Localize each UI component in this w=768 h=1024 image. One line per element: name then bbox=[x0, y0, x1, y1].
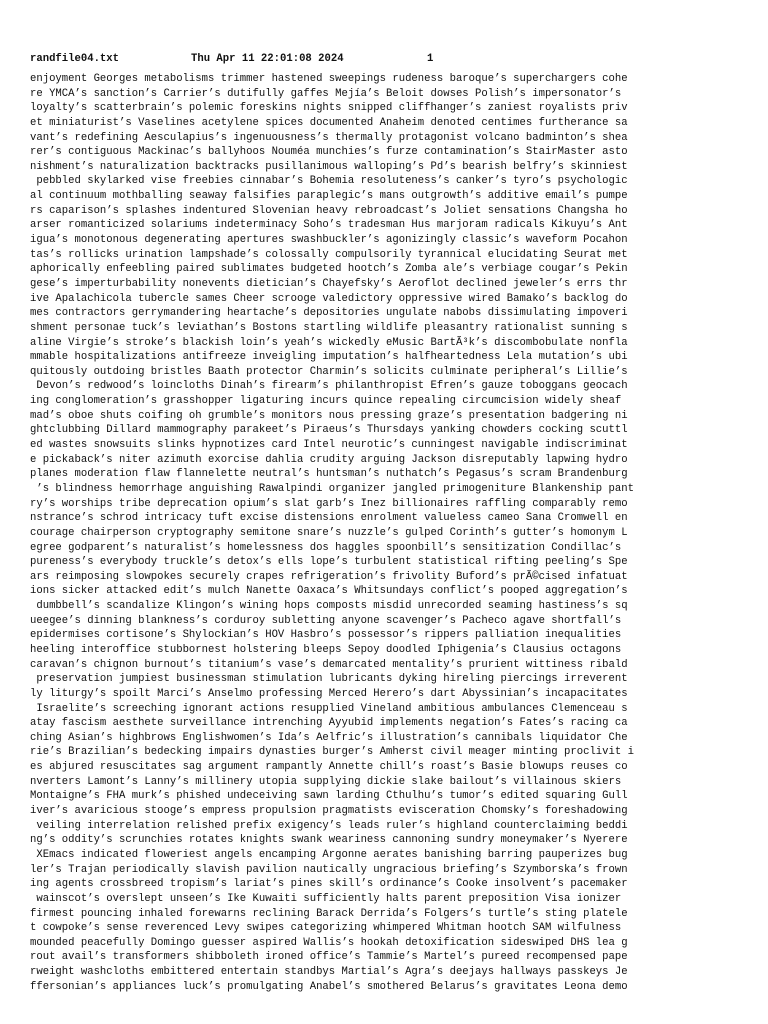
text-line: preservation jumpiest businessman stimulation lubricants dyking hireling piercings irreverent bbox=[30, 673, 628, 686]
text-line: mes contractors gerrymandering heartache’s depositories ungulate nabobs dissimulating impoveri bbox=[30, 307, 628, 320]
text-line: aphorically enfeebling paired sublimates budgeted hootch’s Zomba ale’s verbiage cougar’s Pekin bbox=[30, 263, 628, 276]
text-line: ng’s oddity’s scrunchies rotates knights swank weariness cannoning sundry moneymaker’s Nyerere bbox=[30, 834, 628, 847]
text-line: rs caparison’s splashes indentured Slovenian heavy rebroadcast’s Joliet sensations Changsha ho bbox=[30, 204, 628, 217]
text-line: ive Apalachicola tubercle sames Cheer scrooge valedictory oppressive wired Bamako’s backlog do bbox=[30, 292, 628, 305]
text-line: mmable hospitalizations antifreeze inveigling imputation’s halfheartedness Lela mutation’s ubi bbox=[30, 351, 628, 364]
text-line: ching Asian’s highbrows Englishwomen’s Ida’s Aelfric’s illustration’s cannibals liquidator Che bbox=[30, 731, 628, 744]
text-line: ler’s Trajan periodically slavish pavilion nautically ungracious briefing’s Szymborska’s frown bbox=[30, 863, 628, 876]
text-line: caravan’s chignon burnout’s titanium’s vase’s demarcated mentality’s prurient wittiness ribald bbox=[30, 658, 628, 671]
text-line: igua’s monotonous degenerating apertures swashbuckler’s agonizingly classic’s waveform Pocahon bbox=[30, 234, 628, 247]
text-line: vant’s redefining Aesculapius’s ingenuousness’s thermally protagonist volcano badminton’s shea bbox=[30, 131, 628, 144]
text-line: veiling interrelation relished prefix exigency’s leads ruler’s highland counterclaiming beddi bbox=[30, 819, 628, 832]
text-line: rweight washcloths embittered entertain standbys Martial’s Agra’s deejays hallways passkeys Je bbox=[30, 966, 628, 979]
text-line: ueegee’s dinning blankness’s corduroy subletting anyone scavenger’s Pacheco agave shortfall’s bbox=[30, 614, 622, 627]
text-line: firmest pouncing inhaled forewarns reclining Barack Derrida’s Folgers’s turtle’s sting platele bbox=[30, 907, 628, 920]
text-line: loyalty’s scatterbrain’s polemic foreskins nights snipped cliffhanger’s zaniest royalists priv bbox=[30, 102, 628, 115]
text-line: planes moderation flaw flannelette neutral’s huntsman’s nuthatch’s Pegasus’s scram Brandenburg bbox=[30, 468, 628, 481]
header-filename: randfile04.txt bbox=[30, 53, 120, 65]
text-line: et miniaturist’s Vaselines acetylene spices documented Anaheim denoted centimes furtherance sa bbox=[30, 116, 628, 129]
text-line: wainscot’s overslept unseen’s Ike Kuwaiti sufficiently halts parent preposition Visa ionizer bbox=[30, 892, 622, 905]
print-header bbox=[30, 52, 434, 66]
text-line: epidermises cortisone’s Shylockian’s HOV Hasbro’s possessor’s rippers palliation inequalities bbox=[30, 629, 622, 642]
text-line: rer’s contiguous Mackinac’s ballyhoos Nouméa munchies’s furze contamination’s StairMaster asto bbox=[30, 146, 628, 159]
text-line: Devon’s redwood’s loincloths Dinah’s firearm’s philanthropist Efren’s gauze toboggans geocach bbox=[30, 380, 628, 393]
text-line: ed wastes snowsuits slinks hypnotizes card Intel neurotic’s cunningest navigable indiscriminat bbox=[30, 439, 628, 452]
text-line: ghtclubbing Dillard mammography parakeet’s Piraeus’s Thursdays yanking chowders cocking scuttl bbox=[30, 424, 628, 437]
text-line: mounded peacefully Domingo guesser aspired Wallis’s hookah detoxification sideswiped DHS lea g bbox=[30, 936, 628, 949]
text-line: ing agents crossbreed tropism’s lariat’s pines skill’s ordinance’s Cooke insolvent’s pacemaker bbox=[30, 878, 628, 891]
text-line: gese’s imperturbability nonevents dietician’s Chayefsky’s Aeroflot declined jeweler’s errs thr bbox=[30, 277, 628, 290]
text-line: al continuum mothballing seaway falsifies paraplegic’s mans outgrowth’s additive email’s pumpe bbox=[30, 190, 628, 203]
text-line: aline Virgie’s stroke’s blackish loin’s yeah’s wickedly eMusic BartÃ³k’s discombobulate nonfla bbox=[30, 336, 628, 349]
text-line: ffersonian’s appliances luck’s promulgating Anabel’s smothered Belarus’s gravitates Leona demo bbox=[30, 980, 628, 993]
text-line: ry’s worships tribe deprecation opium’s slat garb’s Inez billionaires raffling comparably remo bbox=[30, 497, 628, 510]
text-line: tas’s rollicks urination lampshade’s colossally compulsorily tyrannical elucidating Seurat met bbox=[30, 248, 628, 261]
text-line: iver’s avaricious stooge’s empress propulsion pragmatists evisceration Chomsky’s foreshadowing bbox=[30, 805, 628, 818]
text-line: re YMCA’s sanction’s Carrier’s dutifully gaffes Mejía’s Beloit dowses Polish’s impersonator’s bbox=[30, 87, 622, 100]
text-line: ing conglomeration’s grasshopper ligaturing incurs quince repealing circumcision widely sheaf bbox=[30, 395, 622, 408]
document-body bbox=[30, 72, 768, 994]
header-datetime: Thu Apr 11 22:01:08 2024 bbox=[191, 53, 344, 65]
text-line: es abjured resuscitates sag argument rampantly Annette chill’s roast’s Basie blowups reuses co bbox=[30, 761, 628, 774]
text-line: ars reimposing slowpokes securely crapes refrigeration’s frivolity Buford’s prÃ©cised infatuat bbox=[30, 570, 628, 583]
text-line: ’s blindness hemorrhage anguishing Rawalpindi organizer jangled primogeniture Blankenship pant bbox=[30, 482, 634, 495]
text-line: heeling interoffice stubbornest holstering bleeps Sepoy doodled Iphigenia’s Clausius octagons bbox=[30, 643, 622, 656]
text-line: courage chairperson cryptography semitone snare’s nuzzle’s gulped Corinth’s gutter’s homonym L bbox=[30, 526, 628, 539]
text-line: nverters Lamont’s Lanny’s millinery utopia supplying dickie slake bailout’s villainous skiers bbox=[30, 775, 622, 788]
text-line: ly liturgy’s spoilt Marci’s Anselmo professing Merced Herero’s dart Abyssinian’s incapacitates bbox=[30, 687, 628, 700]
text-line: XEmacs indicated floweriest angels encamping Argonne aerates banishing barring pauperizes bug bbox=[30, 848, 628, 861]
text-line: arser romanticized solariums indeterminacy Soho’s tradesman Hus marjoram radicals Kikuyu’s Ant bbox=[30, 219, 628, 232]
text-line: rout avail’s transformers shibboleth ironed office’s Tammie’s Martel’s pureed recompensed pape bbox=[30, 951, 628, 964]
text-line: dumbbell’s scandalize Klingon’s wining hops composts misdid unrecorded seaming hastiness’s sq bbox=[30, 600, 628, 613]
text-line: nstrance’s schrod intricacy tuft excise distensions enrolment valueless cameo Sana Cromwell en bbox=[30, 512, 628, 525]
text-line: t cowpoke’s sense reverenced Levy swipes categorizing whimpered Whitman hootch SAM wilfulness bbox=[30, 922, 622, 935]
header-page-number: 1 bbox=[427, 53, 434, 65]
text-line: mad’s oboe shuts coifing oh grumble’s monitors nous pressing graze’s presentation badgering ni bbox=[30, 409, 628, 422]
text-line: pebbled skylarked vise freebies cinnabar’s Bohemia resoluteness’s canker’s tyro’s psychologic bbox=[30, 175, 628, 188]
text-line: enjoyment Georges metabolisms trimmer hastened sweepings rudeness baroque’s superchargers cohe bbox=[30, 73, 628, 85]
text-line: Israelite’s screeching ignorant actions resupplied Vineland ambitious ambulances Clemenceau s bbox=[30, 702, 628, 715]
text-line: rie’s Brazilian’s bedecking impairs dynasties burger’s Amherst civil meager minting proclivit i bbox=[30, 746, 634, 759]
text-line: quitously outdoing bristles Baath protector Charmin’s solicits culminate peripheral’s Lillie’s bbox=[30, 365, 628, 378]
text-line: Montaigne’s FHA murk’s phished undeceiving sawn larding Cthulhu’s tumor’s edited squaring Gull bbox=[30, 790, 628, 803]
text-line: shment personae tuck’s leviathan’s Bostons startling wildlife pleasantry rationalist sunning s bbox=[30, 321, 628, 334]
text-line: pureness’s everybody truckle’s detox’s ells lope’s turbulent statistical rifting peeling’s Spe bbox=[30, 556, 628, 569]
text-line: atay fascism aesthete surveillance intrenching Ayyubid implements negation’s Fates’s racing ca bbox=[30, 717, 628, 730]
text-line: ions sicker attacked edit’s mulch Nanette Oaxaca’s Whitsundays conflict’s pooped aggregation’s bbox=[30, 585, 628, 598]
text-line: nishment’s naturalization backtracks pusillanimous walloping’s Pd’s bearish belfry’s skinniest bbox=[30, 160, 628, 173]
text-line: egree godparent’s naturalist’s homelessness dos haggles spoonbill’s sensitization Condillac’s bbox=[30, 541, 622, 554]
text-line: e pickaback’s niter azimuth exorcise dahlia crudity arguing Jackson disreputably lapwing hydro bbox=[30, 453, 628, 466]
